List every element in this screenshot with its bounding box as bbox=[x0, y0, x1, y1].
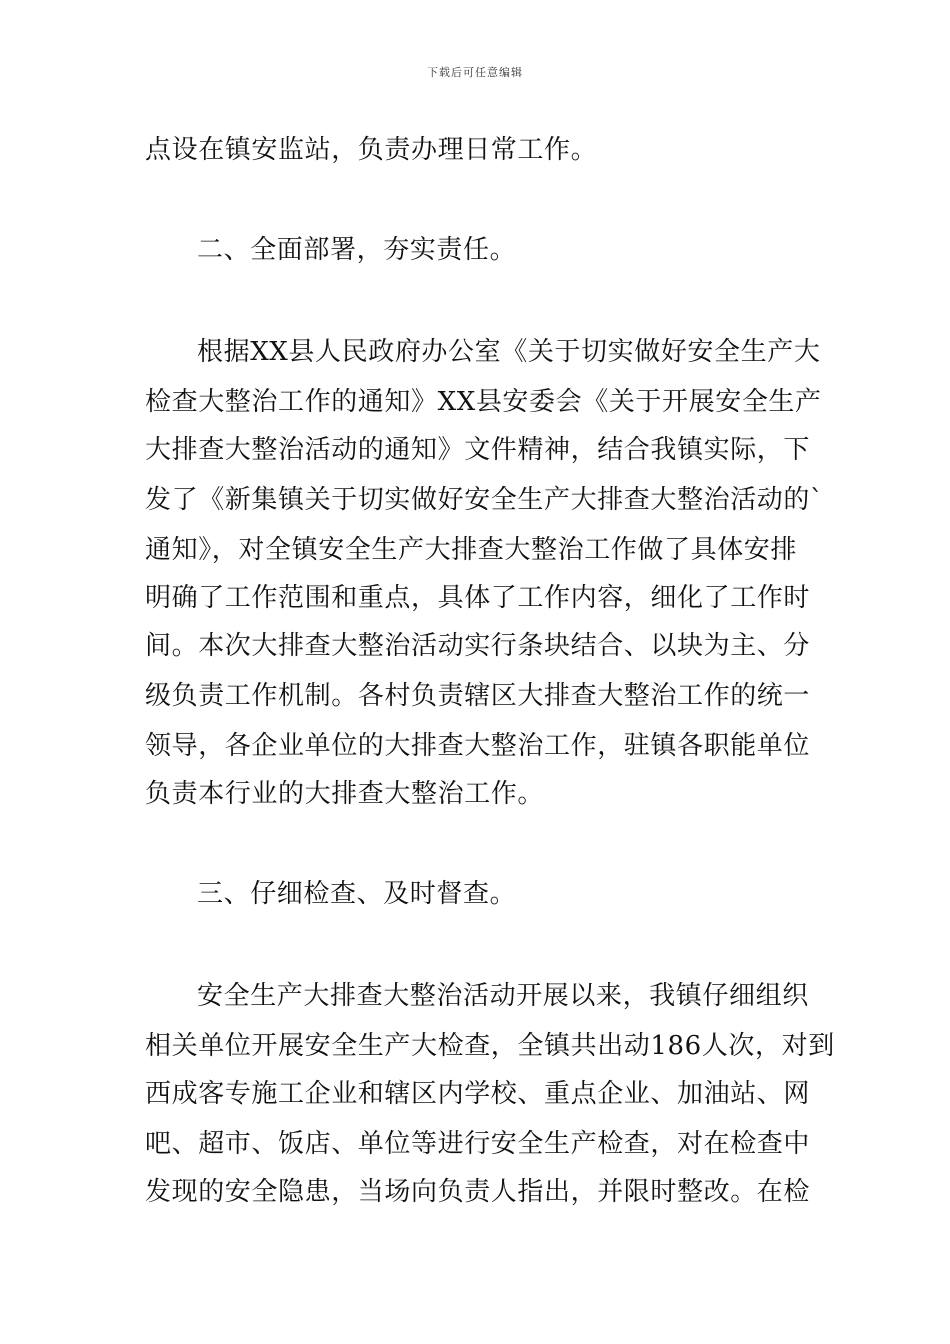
paragraph-line: 安全生产大排查大整治活动开展以来，我镇仔细组织 bbox=[197, 981, 809, 1011]
paragraph-line: 负责本行业的大排查大整治工作。 bbox=[145, 779, 545, 809]
paragraph-line: 西成客专施工企业和辖区内学校、重点企业、加油站、网 bbox=[145, 1079, 811, 1109]
paragraph-line: 发了《新集镇关于切实做好安全生产大排查大整治活动的` bbox=[145, 485, 824, 515]
paragraph-line: 根据XX县人民政府办公室《关于切实做好安全生产大 bbox=[197, 337, 821, 367]
paragraph-line: 大排查大整治活动的通知》文件精神，结合我镇实际，下 bbox=[145, 435, 811, 465]
paragraph-line: 领导，各企业单位的大排查大整治工作，驻镇各职能单位 bbox=[145, 731, 811, 761]
section-heading: 三、仔细检查、及时督查。 bbox=[197, 879, 517, 909]
paragraph-line: 明确了工作范围和重点，具体了工作内容，细化了工作时 bbox=[145, 583, 811, 613]
paragraph-line: 检查大整治工作的通知》XX县安委会《关于开展安全生产 bbox=[145, 387, 822, 417]
paragraph-line: 相关单位开展安全生产大检查，全镇共出动186人次，对到 bbox=[145, 1031, 835, 1061]
text-line: 点设在镇安监站，负责办理日常工作。 bbox=[145, 135, 598, 165]
section-heading: 二、全面部署，夯实责任。 bbox=[197, 235, 517, 265]
paragraph-line: 通知》，对全镇安全生产大排查大整治工作做了具体安排 bbox=[145, 535, 798, 565]
paragraph-line: 吧、超市、饭店、单位等进行安全生产检查，对在检查中 bbox=[145, 1129, 811, 1159]
header-note: 下载后可任意编辑 bbox=[427, 66, 523, 79]
paragraph-line: 发现的安全隐患，当场向负责人指出，并限时整改。在检 bbox=[145, 1177, 811, 1207]
paragraph-line: 级负责工作机制。各村负责辖区大排查大整治工作的统一 bbox=[145, 681, 811, 711]
paragraph-line: 间。本次大排查大整治活动实行条块结合、以块为主、分 bbox=[145, 631, 811, 661]
